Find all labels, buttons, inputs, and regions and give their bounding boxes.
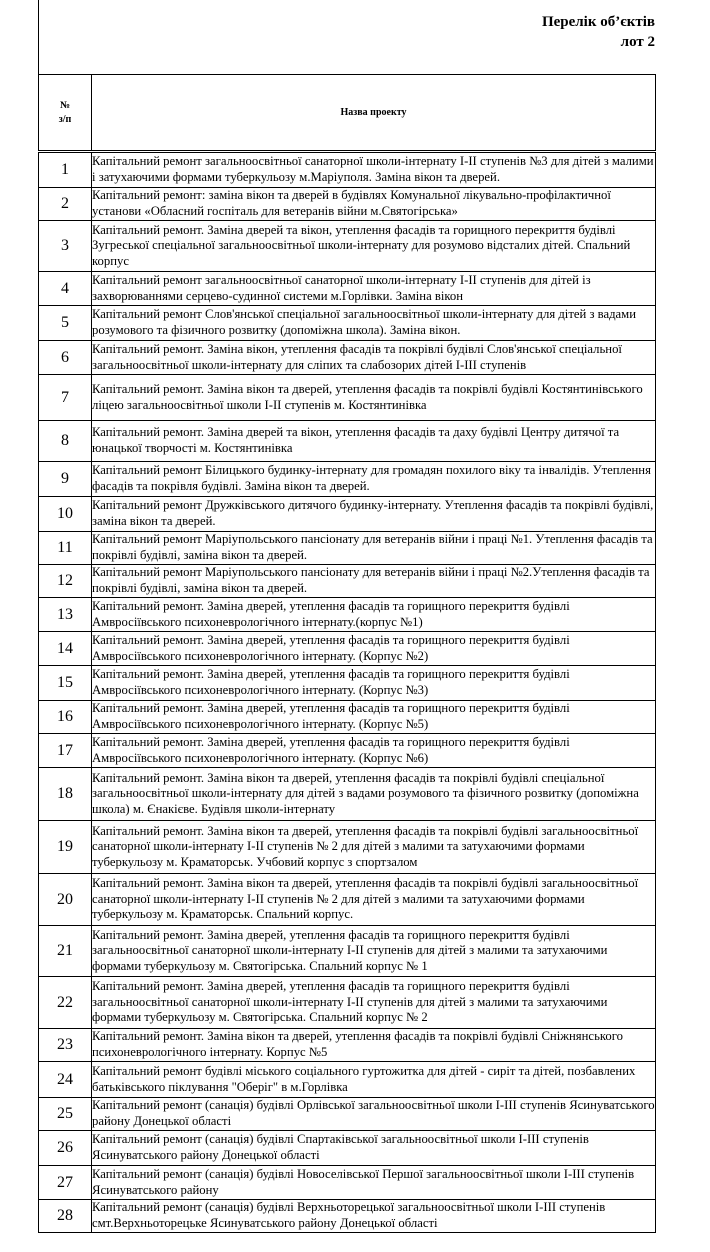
row-number: 4 [39, 272, 92, 306]
table-row [39, 666, 656, 701]
row-number: 27 [39, 1166, 92, 1200]
row-number: 11 [39, 532, 92, 565]
project-name: Капітальний ремонт. Заміна дверей та вікон, утеплення фасадів та даху будівлі Центру дитячої та юнацької творчості м. Костянтинівка [92, 421, 656, 462]
header-lot: лот 2 [620, 34, 655, 50]
project-name: Капітальний ремонт. Заміна вікон та дверей, утеплення фасадів та покрівлі будівлі Сніжнянського психоневрологічного інтернату. Корпус №5 [92, 1029, 656, 1062]
row-number: 8 [39, 421, 92, 462]
project-name: Капітальний ремонт (санація) будівлі Орлівської загальноосвітньої школи І-ІІІ ступенів Ясинуватського району Донецької області [92, 1098, 656, 1131]
project-name: Капітальний ремонт. Заміна вікон, утеплення фасадів та покрівлі будівлі Слов'янської спеціальної загальноосвітньої школи-інтернату для сліпих та слабозорих дітей І-ІІІ ступенів [92, 341, 656, 375]
row-number: 17 [39, 734, 92, 768]
table-row [39, 874, 656, 926]
table-row [39, 1200, 656, 1233]
project-name: Капітальний ремонт. Заміна дверей, утеплення фасадів та горищного перекриття будівлі Амвросіївського психоневрологічного інтернату. (Корпус №5) [92, 701, 656, 734]
row-number: 23 [39, 1029, 92, 1062]
table-row [39, 734, 656, 768]
column-header-name-label: Назва проекту [340, 107, 407, 118]
row-number: 20 [39, 874, 92, 926]
project-name: Капітальний ремонт (санація) будівлі Верхньоторецької загальноосвітньої школи І-ІІІ ступенів смт.Верхньоторецьке Ясинуватського району Донецької області [92, 1200, 656, 1233]
table-row [39, 421, 656, 462]
table-row [39, 188, 656, 221]
table-body [39, 152, 656, 1233]
table-row [39, 565, 656, 598]
row-number: 6 [39, 341, 92, 375]
row-number: 12 [39, 565, 92, 598]
table-row [39, 1098, 656, 1131]
row-number: 13 [39, 598, 92, 632]
table-row [39, 1029, 656, 1062]
row-number: 15 [39, 666, 92, 701]
table-row [39, 532, 656, 565]
header-title: Перелік об’єктів [541, 14, 655, 30]
row-number: 1 [39, 152, 92, 188]
table-row [39, 462, 656, 497]
project-name: Капітальний ремонт Маріупольського пансіонату для ветеранів війни і праці №2.Утеплення фасадів та покрівлі будівлі, заміна вікон та дверей. [92, 565, 656, 598]
document-header [542, 12, 655, 52]
project-name: Капітальний ремонт (санація) будівлі Новоселівської Першої загальноосвітньої школи І-ІІІ ступенів Ясинуватського району [92, 1166, 656, 1200]
table-row [39, 1166, 656, 1200]
row-number: 16 [39, 701, 92, 734]
project-name: Капітальний ремонт загальноосвітньої санаторної школи-інтернату І-ІІ ступенів №3 для дітей з малими і затухаючими формами туберкульозу м.Маріуполя. Заміна вікон та дверей. [92, 152, 656, 188]
project-name: Капітальний ремонт. Заміна вікон та дверей, утеплення фасадів та покрівлі будівлі загальноосвітньої санаторної школи-інтернату І-ІІ ступенів № 2 для дітей з малими та затухаючими формами туберкульозу м. Краматорськ. Учбовий корпус з спортзалом [92, 821, 656, 874]
left-margin-line [38, 0, 39, 75]
row-number: 18 [39, 768, 92, 821]
table-row [39, 341, 656, 375]
project-name: Капітальний ремонт Дружківського дитячого будинку-інтернату. Утеплення фасадів та покрівлі будівлі, заміна вікон та дверей. [92, 497, 656, 532]
column-header-number [39, 75, 92, 152]
table-row [39, 152, 656, 188]
row-number: 9 [39, 462, 92, 497]
table-row [39, 926, 656, 977]
table-row [39, 821, 656, 874]
row-number: 21 [39, 926, 92, 977]
table-row [39, 221, 656, 272]
row-number: 25 [39, 1098, 92, 1131]
table-row [39, 375, 656, 421]
project-name: Капітальний ремонт. Заміна дверей, утеплення фасадів та горищного перекриття будівлі Амвросіївського психоневрологічного інтернату. (Корпус №6) [92, 734, 656, 768]
table-row [39, 1131, 656, 1166]
row-number: 26 [39, 1131, 92, 1166]
table-row [39, 598, 656, 632]
row-number: 28 [39, 1200, 92, 1233]
table-row [39, 768, 656, 821]
row-number: 5 [39, 306, 92, 341]
column-header-name [92, 75, 656, 152]
table-row [39, 306, 656, 341]
column-header-number-label: № з/п [58, 99, 72, 125]
row-number: 7 [39, 375, 92, 421]
row-number: 14 [39, 632, 92, 666]
objects-table [38, 74, 656, 1233]
table-row [39, 272, 656, 306]
project-name: Капітальний ремонт: заміна вікон та дверей в будівлях Комунальної лікувально-профілактичної установи «Обласний госпіталь для ветеранів війни м.Святогірська» [92, 188, 656, 221]
row-number: 22 [39, 977, 92, 1029]
project-name: Капітальний ремонт Слов'янської спеціальної загальноосвітньої школи-інтернату для дітей з вадами розумового та фізичного розвитку (допоміжна школа). Заміна вікон. [92, 306, 656, 341]
project-name: Капітальний ремонт загальноосвітньої санаторної школи-інтернату І-ІІ ступенів для дітей із захворюваннями серцево-судинної системи м.Горлівки. Заміна вікон [92, 272, 656, 306]
project-name: Капітальний ремонт. Заміна вікон та дверей, утеплення фасадів та покрівлі будівлі загальноосвітньої санаторної школи-інтернату І-ІІ ступенів № 2 для дітей з малими та затухаючими формами туберкульозу м. Краматорськ. Спальний корпус. [92, 874, 656, 926]
project-name: Капітальний ремонт (санація) будівлі Спартаківської загальноосвітньої школи І-ІІІ ступенів Ясинуватського району Донецької області [92, 1131, 656, 1166]
table-row [39, 497, 656, 532]
project-name: Капітальний ремонт. Заміна дверей, утеплення фасадів та горищного перекриття будівлі загальноосвітньої санаторної школи-інтернату І-ІІ ступенів для дітей з малими та затухаючими формами туберкульозу м. Святогірська. Спальний корпус № 1 [92, 926, 656, 977]
table-row [39, 1062, 656, 1098]
project-name: Капітальний ремонт Білицького будинку-інтернату для громадян похилого віку та інвалідів. Утеплення фасадів та покрівля будівлі. Заміна вікон та дверей. [92, 462, 656, 497]
project-name: Капітальний ремонт Маріупольського пансіонату для ветеранів війни і праці №1. Утеплення фасадів та покрівлі будівлі, заміна вікон та дверей. [92, 532, 656, 565]
row-number: 10 [39, 497, 92, 532]
row-number: 19 [39, 821, 92, 874]
table-header-row [39, 75, 656, 152]
table-row [39, 977, 656, 1029]
project-name: Капітальний ремонт. Заміна дверей, утеплення фасадів та горищного перекриття будівлі Амвросіївського психоневрологічного інтернату. (Корпус №3) [92, 666, 656, 701]
row-number: 3 [39, 221, 92, 272]
project-name: Капітальний ремонт будівлі міського соціального гуртожитка для дітей - сиріт та дітей, позбавлених батьківського піклування "Оберіг" в м.Горлівка [92, 1062, 656, 1098]
row-number: 2 [39, 188, 92, 221]
project-name: Капітальний ремонт. Заміна дверей, утеплення фасадів та горищного перекриття будівлі Амвросіївського психоневрологічного інтернату.(корпус №1) [92, 598, 656, 632]
project-name: Капітальний ремонт. Заміна дверей, утеплення фасадів та горищного перекриття будівлі загальноосвітньої санаторної школи-інтернату І-ІІ ступенів для дітей з малими та затухаючими формами туберкульозу м. Святогірська. Спальний корпус № 2 [92, 977, 656, 1029]
project-name: Капітальний ремонт. Заміна дверей та вікон, утеплення фасадів та горищного перекриття будівлі Зугреської спеціальної загальноосвітньої школи-інтернату для розумово відсталих дітей. Спальний корпус [92, 221, 656, 272]
project-name: Капітальний ремонт. Заміна дверей, утеплення фасадів та горищного перекриття будівлі Амвросіївського психоневрологічного інтернату. (Корпус №2) [92, 632, 656, 666]
row-number: 24 [39, 1062, 92, 1098]
table-row [39, 632, 656, 666]
project-name: Капітальний ремонт. Заміна вікон та дверей, утеплення фасадів та покрівлі будівлі спеціальної загальноосвітньої школи-інтернату для дітей з вадами розумового та фізичного розвитку (допоміжна школа) м. Єнакієве. Будівля школи-інтернату [92, 768, 656, 821]
table-row [39, 701, 656, 734]
project-name: Капітальний ремонт. Заміна вікон та дверей, утеплення фасадів та покрівлі будівлі Костянтинівського ліцею загальноосвітньої школи І-ІІ ступенів м. Костянтинівка [92, 375, 656, 421]
